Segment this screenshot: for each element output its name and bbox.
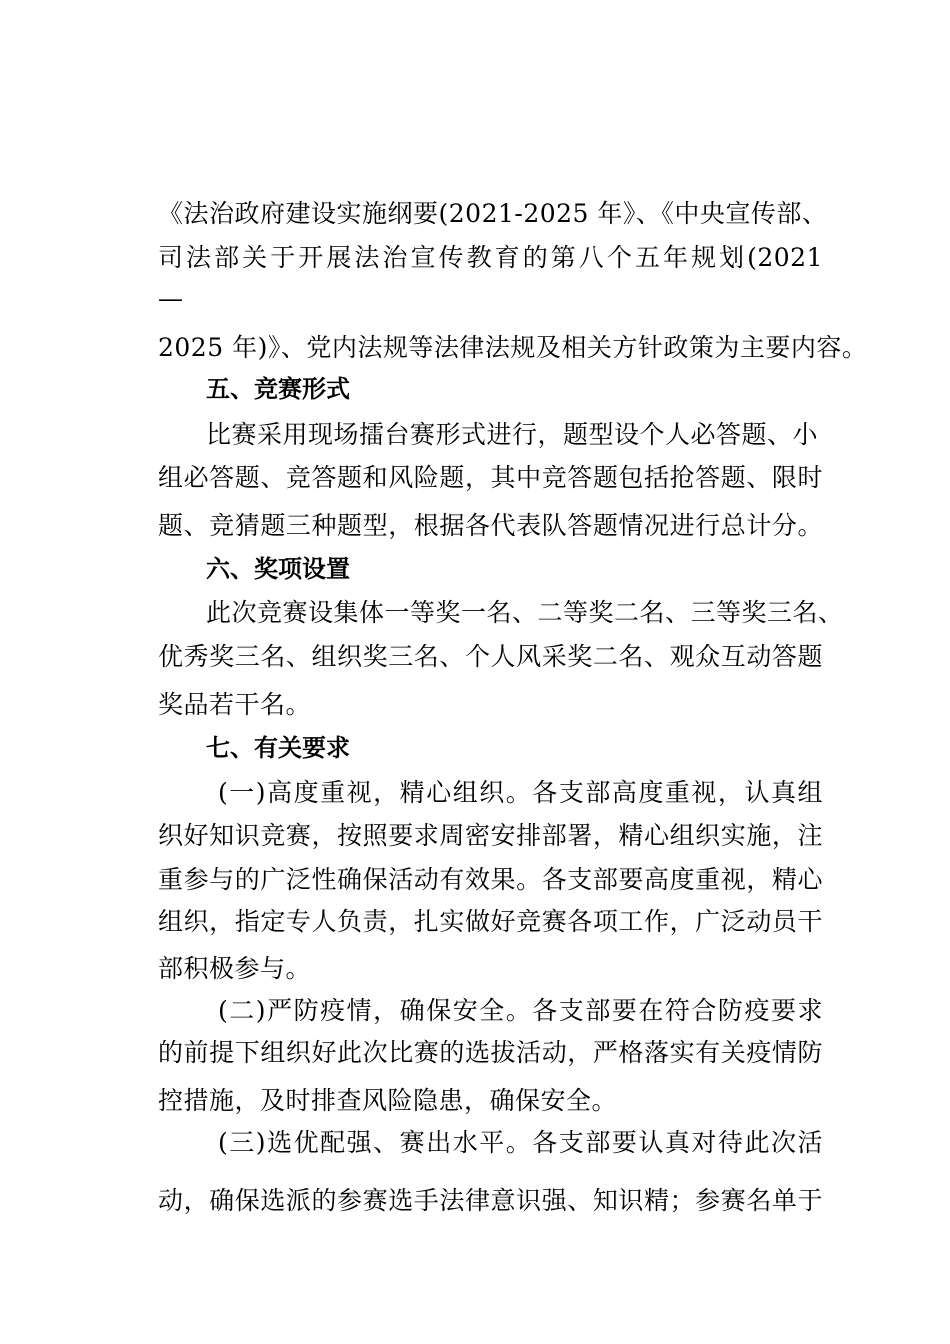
section6-line-1: 此次竞赛设集体一等奖一名、二等奖二名、三等奖三名、 [206,598,844,627]
section7-item1-line-4: 组织，指定专人负责，扎实做好竞赛各项工作，广泛动员干 [158,907,823,936]
section7-item1-line-3: 重参与的广泛性确保活动有效果。各支部要高度重视，精心 [158,865,823,894]
section5-line-2: 组必答题、竞答题和风险题，其中竞答题包括抢答题、限时 [158,463,823,492]
section7-item1-line-5: 部积极参与。 [158,954,312,983]
section5-line-1: 比赛采用现场擂台赛形式进行，题型设个人必答题、小 [206,420,819,449]
intro-line-2: 司法部关于开展法治宣传教育的第八个五年规划(2021 [158,243,823,272]
section5-line-3: 题、竞猜题三种题型，根据各代表队答题情况进行总计分。 [158,511,823,540]
section-heading-competition-format: 五、竞赛形式 [206,375,350,403]
section7-item2-line-2: 的前提下组织好此次比赛的选拔活动，严格落实有关疫情防 [158,1038,823,1067]
intro-line-1: 《法治政府建设实施纲要(2021-2025 年》、《中央宣传部、 [158,199,828,228]
intro-line-4: 2025 年)》、党内法规等法律法规及相关方针政策为主要内容。 [158,333,868,362]
intro-line-3: — [158,284,184,313]
section7-item1-line-1: (一)高度重视，精心组织。各支部高度重视，认真组 [218,778,823,807]
section-heading-awards: 六、奖项设置 [206,555,350,583]
section6-line-2: 优秀奖三名、组织奖三名、个人风采奖二名、观众互动答题 [158,642,823,671]
section7-item2-line-1: (二)严防疫情，确保安全。各支部要在符合防疫要求 [218,996,823,1025]
section7-item2-line-3: 控措施，及时排查风险隐患，确保安全。 [158,1086,618,1115]
section7-item1-line-2: 织好知识竞赛，按照要求周密安排部署，精心组织实施，注 [158,821,823,850]
section7-item3-line-2: 动，确保选派的参赛选手法律意识强、知识精；参赛名单于 [158,1186,823,1215]
section-heading-requirements: 七、有关要求 [206,734,350,762]
section7-item3-line-1: (三)选优配强、赛出水平。各支部要认真对待此次活 [218,1128,823,1157]
section6-line-3: 奖品若干名。 [158,690,312,719]
